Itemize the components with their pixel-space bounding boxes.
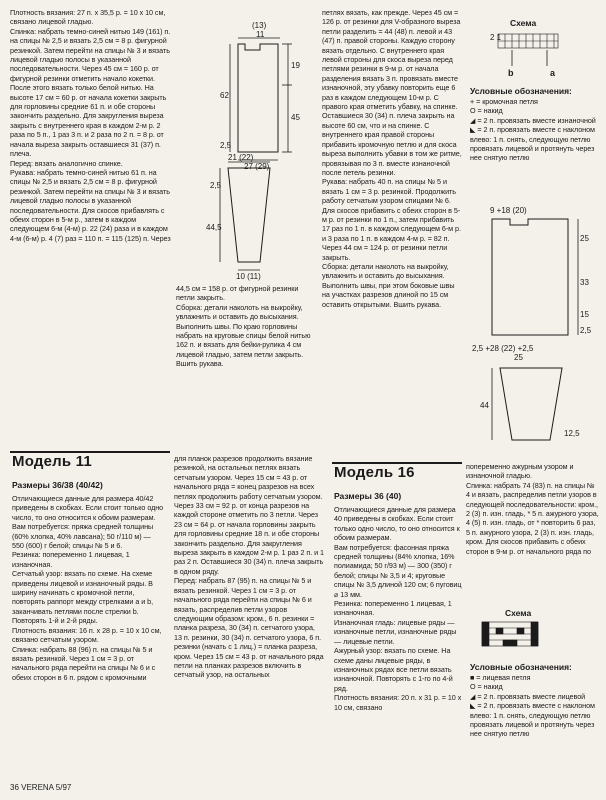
model16-sizes: Размеры 36 (40) xyxy=(334,491,402,501)
scheme2-title: Схема xyxy=(505,608,532,618)
diagram-label: 2,5 xyxy=(580,326,592,335)
diagram-label: 44,5 xyxy=(206,223,222,232)
model16-text-a: Отличающиеся данные для размера 40 приведены в скобках. Если стоит только одно число, то оно относится к обоим размерам. Вам потребуется: фасонная пряжа средней толщины (84% хлопка, 16% полиамида; 50 г/93 м) — 300 (350) г белой; спицы № 3,5 и 4; круговые спицы № 3,5 длиной 120 см; 6 пуговиц ⌀ 13 мм. Резинка: попеременно 1 лицевая, 1 изнаночная. Изнаночная гладь: лицевые ряды — изнаночные петли, изнаночные ряды — лицевые петли. Ажурный узор: вязать по схеме. На схеме даны лицевые ряды, в изнаночных рядах все петли вязать изнаночной. Повторять с 1-го по 4-й ряд. Плотность вязания: 20 п. х 31 р. = 10 х 10 см, связано xyxy=(334,505,462,712)
legend-title: Условные обозначения: xyxy=(470,86,572,96)
diagram-label: 9 +18 (20) xyxy=(490,206,527,215)
model11-text-a: Отличающиеся данные для размера 40/42 приведены в скобках. Если стоит только одно число, то оно относится к обоим размерам. Вам потребуется: пряжа средней толщины (60% хлопка, 40% лавсана); 50 г/110 м) — 550 (600) г белой; спицы № 5 и 6. Резинка: попеременно 1 лицевая, 1 изнаночная. Сетчатый узор: вязать по схеме. На схеме приведены лицевой и изнаночный ряды. В ширину начинать с кромочной петли, повторять раппорт между стрелками a и b, заканчивать петлями после стрелки b. Повторять 1-й и 2-й ряды. Плотность вязания: 16 п. х 28 р. = 10 х 10 см, связано сетчатым узором. Спинка: набрать 88 (96) п. на спицы № 5 и вязать резинкой. Через 1 см = 3 р. от начального ряда перейти на спицы № 6 и с обеих сторон в 6 п. рядом с кромочными xyxy=(12,494,164,682)
top-left-text: Плотность вязания: 27 п. х 35,5 р. = 10 х 10 см, связано лицевой гладью. Спинка: набрать темно-синей нитью 149 (161) п. на спицы № 2,5 и вязать 2,5 см = 8 р. фигурной резинкой. Затем перейти на спицы № 3 и вязать лицевой гладью полосы в указанной последовательности. Через 45 см = 160 р. от фигурной резинки отметить начало кокетки. После этого вязать только белой нитью. На высоте 17 см = 60 р. от начала кокетки закрыть для горловины средние 61 п. и обе стороны закончить раздельно. Для закругления выреза закрыть с внутреннего края в каждом 2-м р. 2 раза по 5 п., 1 раз 3 п. и 2 раза по 2 п. = 8 р. от начала выреза закрыть оставшиеся 31 (37) п. плеча. Перед: вязать аналогично спинке. Рукава: набрать темно-синей нитью 61 п. на спицы № 2,5 и вязать 2,5 см = 8 р. фигурной резинкой. Затем перейти на спицы № 3 и вязать лицевой гладью полосы в указанной последовательности. Для скосов прибавлять с обеих сторон в 5-м р., затем в каждом следующем 6-м (4-м) р. 22 (24) раза и в каждом 4-м (6-м) р. 4 (7) раз = 110 п. = 115 (125) п. Через xyxy=(10,8,171,243)
legend2-title: Условные обозначения: xyxy=(470,662,572,672)
diagram-label: 21 (22) xyxy=(228,153,254,162)
scheme-arrow-b: b xyxy=(508,68,514,78)
legend-bottom: ■ = лицевая петля O = накид ◢ = 2 п. провязать вместе лицевой ◣ = 2 п. провязать вместе с наклоном влево: 1 п. снять, следующую петлю провязать лицевой и протянуть через нее снятую петлю xyxy=(470,673,595,739)
legend-top: + = кромочная петля O = накид ◢ = 2 п. провязать вместе изнаночной ◣ = 2 п. провязать вместе с наклоном влево: 1 п. снять, следующую петлю провязать лицевой и протянуть через нее снятую петлю xyxy=(470,97,596,163)
diagram-label: 11 xyxy=(256,30,265,39)
diagram-label: 25 xyxy=(580,234,589,243)
diagram-label: 19 xyxy=(291,61,300,70)
diagram-label: 44 xyxy=(480,401,489,410)
model11-sizes: Размеры 36/38 (40/42) xyxy=(12,480,103,490)
diagram-label: (13) xyxy=(252,21,267,30)
scheme2-grid xyxy=(478,620,578,660)
m11-body-diagram xyxy=(470,205,600,365)
scheme-arrow-a: a xyxy=(550,68,556,78)
diagram-label: 25 xyxy=(514,353,523,362)
diagram-label: 15 xyxy=(580,310,589,319)
diagram-label: 12,5 xyxy=(564,429,580,438)
model16-title: Модель 16 xyxy=(334,464,415,481)
diagram-label: 33 xyxy=(580,278,589,287)
body-pattern-diagram xyxy=(190,20,300,170)
m11-sleeve-diagram xyxy=(470,352,590,452)
scheme-grid xyxy=(488,32,568,82)
model11-title: Модель 11 xyxy=(12,453,92,470)
diagram-label: 2,5 xyxy=(220,141,232,150)
scheme-row-label: 2 1 xyxy=(490,33,502,42)
diagram-label: 62 xyxy=(220,91,229,100)
diagram-label: 27 (29) xyxy=(244,162,270,171)
model11-text-b: для планок разрезов продолжить вязание резинкой, на остальных петлях вязать сетчатым узором. Через 15 см = 43 р. от начального ряда = конец разрезов на всех петлях продолжить работу сетчатым узором. Через 33 см = 92 р. от конца разрезов на каждой стороне отметить по 3 петли. Через 23 см = 64 р. от начала горловины закрыть для горловины средние 18 п. и обе стороны закончить раздельно. Для закругления выреза закрыть в каждом 2-м р. 1 раз 2 п. и 1 раз 2 п. Оставшиеся 30 (34) п. плеча закрыть в одном ряду. Перед: набрать 87 (95) п. на спицы № 5 и вязать резинкой. Через 1 см = 3 р. от начального ряда перейти на спицы № 6 и вязать, распределив петли узоров следующим образом: кром., 6 п. резинки = планка разреза, 30 (34) п. сетчатого узора, 13 п. резинки, 30 (34) п. сетчатого узора, 6 п. резинки (начать с 1 лиц.) = планка разреза, кром. Через 15 см = 43 р. от начального ряда петли на планках разрезов включить в сетчатый узор, на остальных xyxy=(174,454,324,680)
diagram-label: 45 xyxy=(291,113,300,122)
diagram-label: 2,5 xyxy=(210,181,222,190)
diagram-label: 2,5 +28 (22) +2,5 xyxy=(472,344,534,353)
page-footer: 36 VERENA 5/97 xyxy=(10,783,72,792)
top-right-text: петлях вязать, как прежде. Через 45 см = 126 р. от резинки для V-образного выреза петли разделить = 44 (48) п. левой и 43 (47) п. правой стороны. Каждую сторону вязать отдельно. С внутреннего края левой стороны для скоса выреза перед петлями резинки в 9-м р. от начала разделения вязать 3 п. провязать вместе изнаночной, эту убавку повторить еще 6 раз в каждом следующем 10-м р. С правого края отметить убавку, на спинке. Оставшиеся 30 (34) п. плеча закрыть на высоте 60 см, что и на спинке. С внутреннего края правой стороны прибавить кромочную петлю и для скоса выреза выполнить убавки в том же ритме, провязывая по 3 п. вместе изнаночной после петель резинки. Рукава: набрать 40 п. на спицы № 5 и вязать 1 см = 3 р. резинкой. Продолжить работу сетчатым узором спицами № 6. Для скосов прибавить с обеих сторон в 5-м р. от резинки по 1 п., затем прибавить 17 раз по 1 п. в каждом следующем 6-м р. и 3 раза по 1 п. в каждом 4-м р. = 82 п. Через 44 см = 124 р. от резинки петли закрыть. Сборка: детали наколоть на выкройку, увлажнить и оставить до высыхания. Выполнить швы, при этом боковые швы на участках разрезов длиной по 15 см оставить открытыми. Вшить рукава. xyxy=(322,8,462,309)
top-mid-text: 44,5 см = 158 р. от фигурной резинки петли закрыть. Сборка: детали наколоть на выкройку, увлажнить и оставить до высыхания. Выполнить швы. По краю горловины набрать на круговые спицы белой нитью 162 п. и вязать для бейки-рулика 4 см лицевой гладью, затем петли закрыть. Вшить рукава. xyxy=(176,284,311,369)
model16-text-b: попеременно ажурным узором и изнаночной гладью. Спинка: набрать 74 (83) п. на спицы № 4 и вязать, распределив петли узоров в следующей последовательности: кром., 2 (3) п. изн. гладь, * 5 п. ажурного узора, 4 (5) п. изн. гладь, от * повторить 6 раз, 5 п. ажурного узора, 2 (3) п. изн. гладь, кром. Для скосов прибавить с обеих сторон в 9-м р. от начального ряда по xyxy=(466,462,599,556)
diagram-label: 10 (11) xyxy=(236,272,261,281)
scheme-title: Схема xyxy=(510,18,537,28)
sleeve-pattern-diagram xyxy=(200,152,295,282)
